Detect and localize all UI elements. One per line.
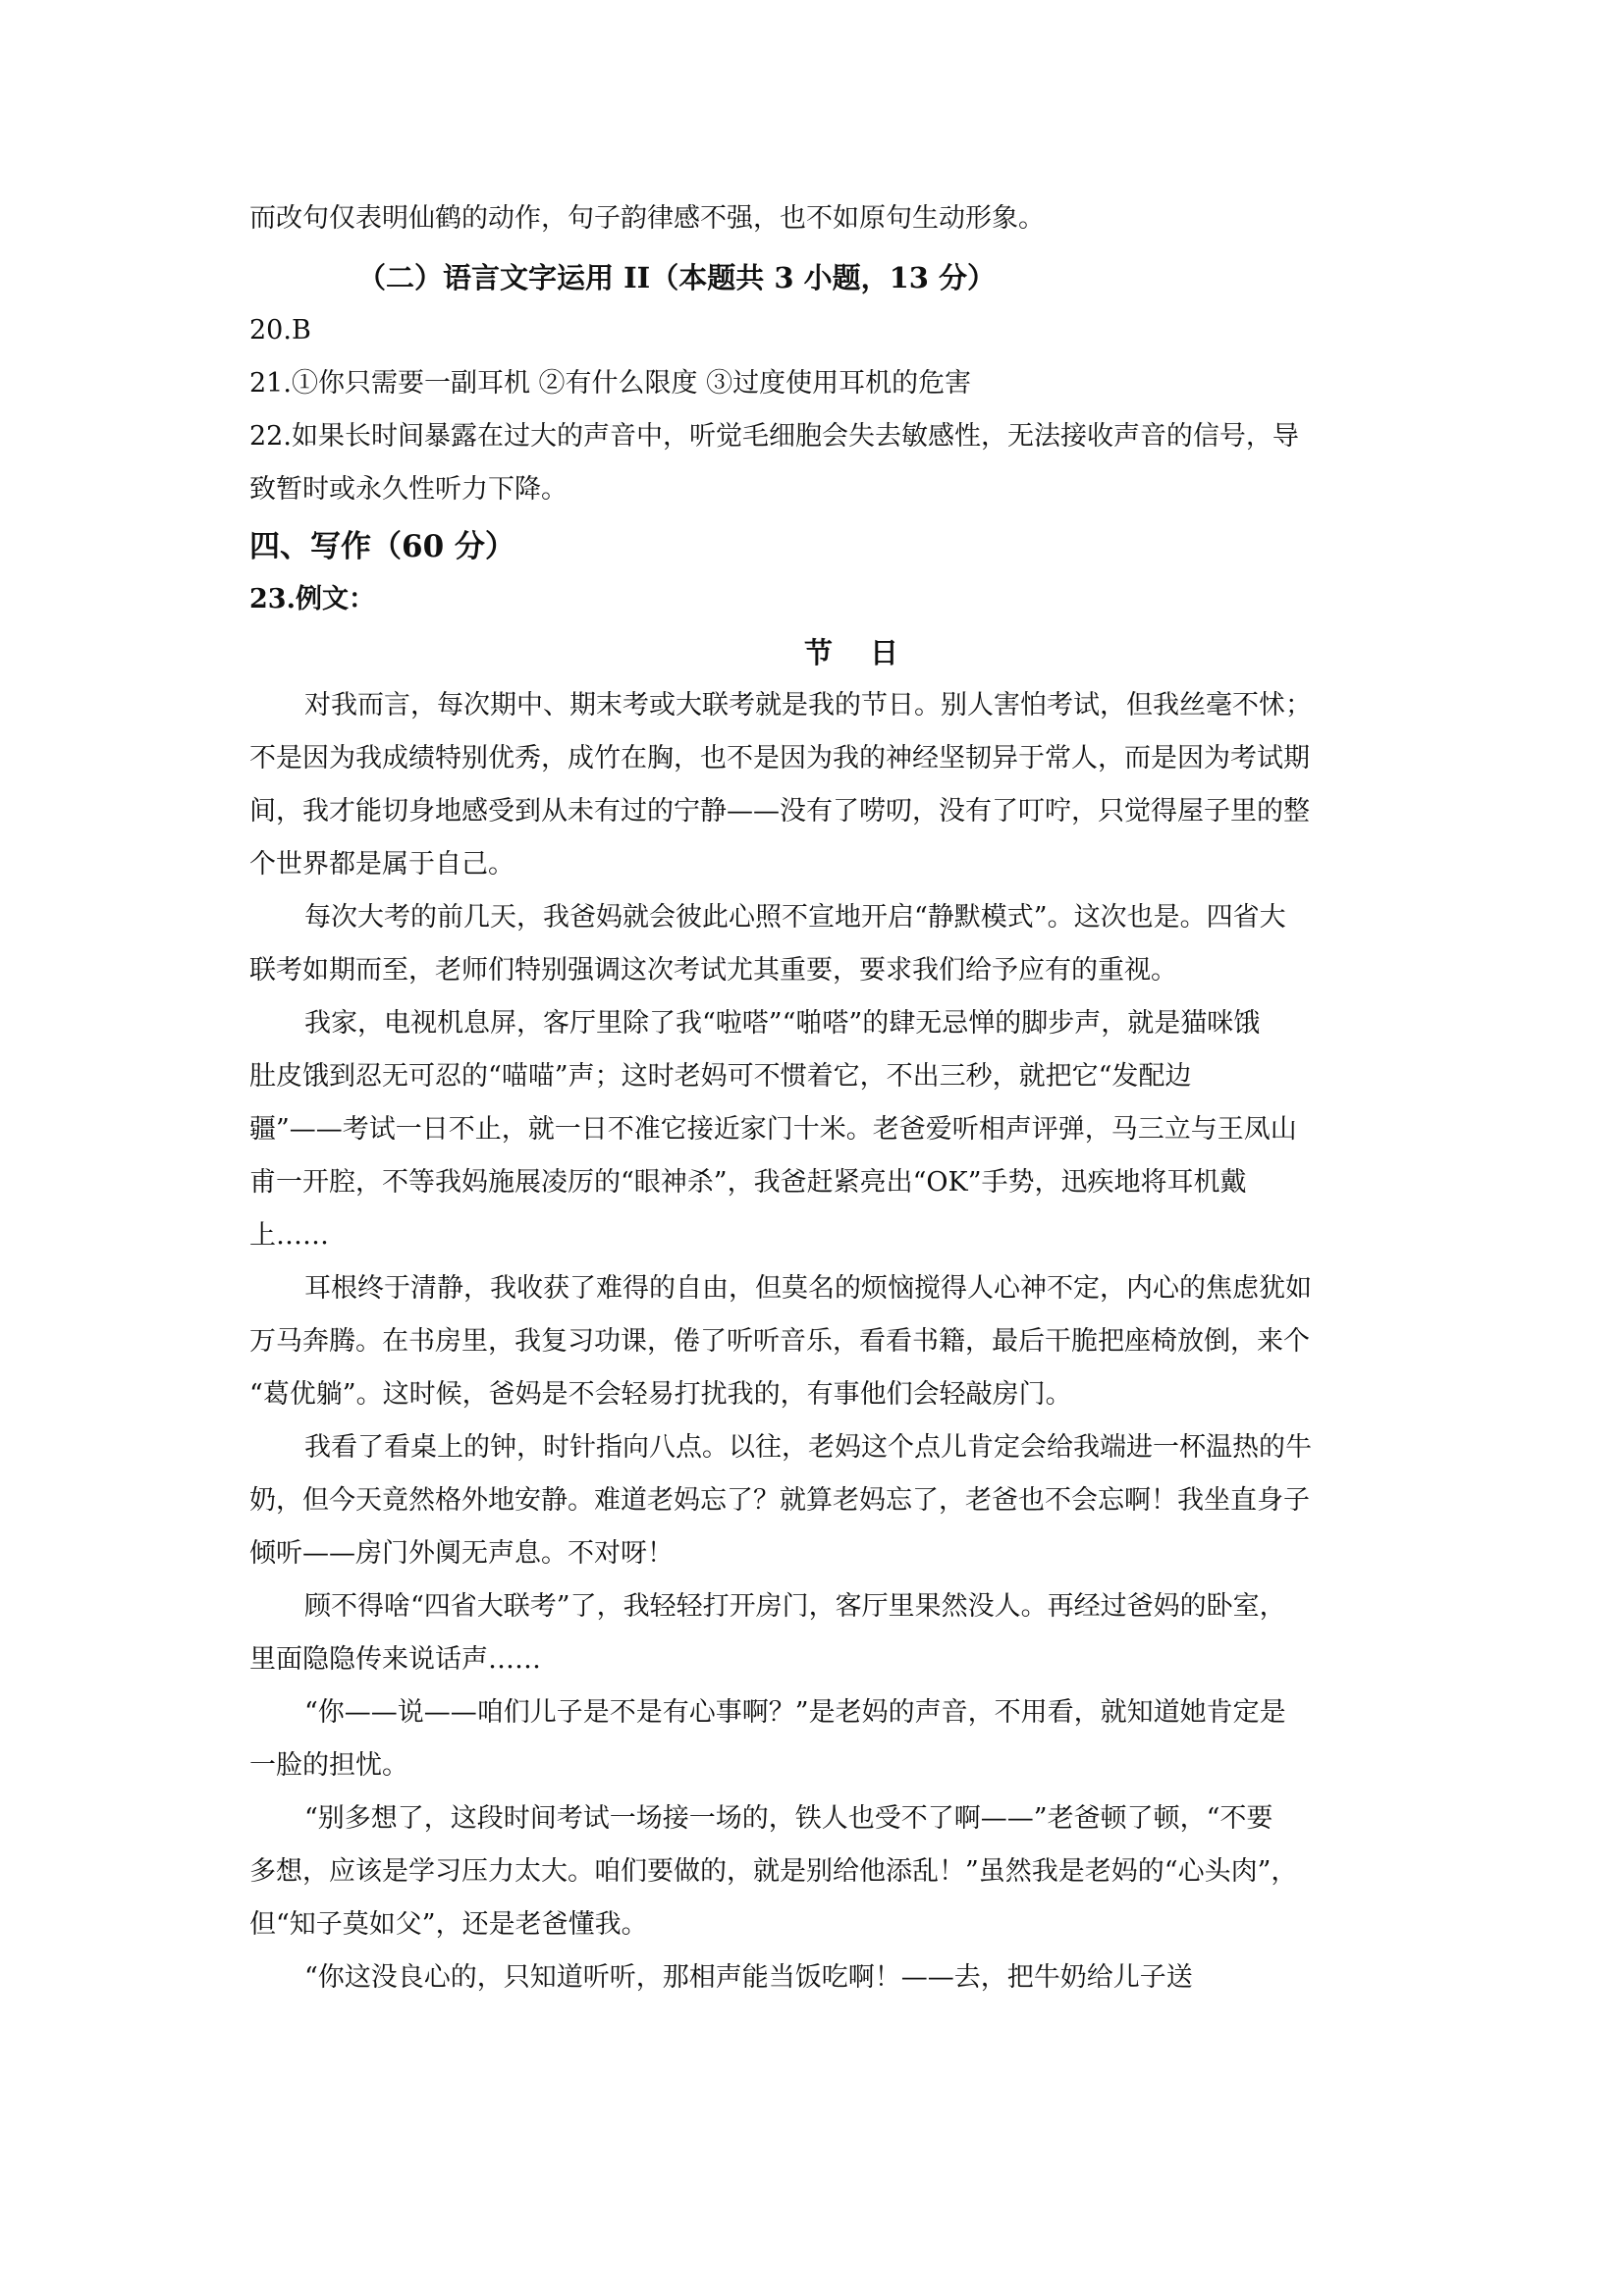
section2-heading: （二）语言文字运用 II（本题共 3 小题，13 分） [357,261,997,294]
essay-line: 对我而言，每次期中、期末考或大联考就是我的节日。别人害怕考试，但我丝毫不怵； [304,690,1312,721]
essay-paragraph-4 [249,1262,1388,1421]
essay-line: 联考如期而至，老师们特别强调这次考试尤其重要，要求我们给予应有的重视。 [249,955,1177,986]
writing-heading: 四、写作（60 分） [249,529,515,564]
essay-line: 个世界都是属于自己。 [249,849,514,880]
essay-line: “你这没良心的，只知道听听，那相声能当饭吃啊！——去，把牛奶给儿子送 [304,1962,1193,1993]
essay-line: 我家，电视机息屏，客厅里除了我“啦嗒”“啪嗒”的肆无忌惮的脚步声，就是猫咪饿 [304,1008,1261,1039]
essay-paragraph-7 [249,1686,1388,1792]
essay-line: 肚皮饿到忍无可忍的“喵喵”声；这时老妈可不惯着它，不出三秒，就把它“发配边 [249,1061,1192,1092]
answer-q22-line2: 致暂时或永久性听力下降。 [249,474,568,505]
essay-line: 疆”——考试一日不止，就一日不准它接近家门十米。老爸爱听相声评弹，马三立与王凤山 [249,1114,1297,1145]
essay-line: 倾听——房门外阒无声息。不对呀！ [249,1538,674,1569]
essay-line: 耳根终于清静，我收获了难得的自由，但莫名的烦恼搅得人心神不定，内心的焦虑犹如 [304,1273,1312,1304]
intro-line: 而改句仅表明仙鹤的动作，句子韵律感不强，也不如原句生动形象。 [249,203,1045,234]
answer-q21: 21.①你只需要一副耳机 ②有什么限度 ③过度使用耳机的危害 [249,368,972,399]
essay-line: 一脸的担忧。 [249,1750,408,1781]
essay-line: 奶，但今天竟然格外地安静。难道老妈忘了？就算老妈忘了，老爸也不会忘啊！我坐直身子 [249,1485,1310,1516]
essay-line: “葛优躺”。这时候，爸妈是不会轻易打扰我的，有事他们会轻敲房门。 [249,1379,1072,1410]
essay-paragraph-2 [249,891,1388,997]
essay-line: “别多想了，这段时间考试一场接一场的，铁人也受不了啊——”老爸顿了顿，“不要 [304,1803,1273,1834]
essay-paragraph-1 [249,679,1388,891]
essay-line: 我看了看桌上的钟，时针指向八点。以往，老妈这个点儿肯定会给我端进一杯温热的牛 [304,1432,1312,1463]
essay-line: 但“知子莫如父”，还是老爸懂我。 [249,1909,648,1940]
answer-q20: 20.B [249,315,311,346]
document-page [249,192,1388,2004]
essay-line: 间，我才能切身地感受到从未有过的宁静——没有了唠叨，没有了叮咛，只觉得屋子里的整 [249,796,1310,827]
example-label: 23.例文： [249,584,375,614]
essay-line: 顾不得啥“四省大联考”了，我轻轻打开房门，客厅里果然没人。再经过爸妈的卧室， [304,1591,1286,1622]
essay-paragraph-5 [249,1421,1388,1580]
essay-line: 里面隐隐传来说话声…… [249,1644,541,1675]
essay-paragraph-6 [249,1580,1388,1686]
essay-paragraph-3 [249,997,1388,1262]
essay-paragraph-9 [249,1951,1388,2004]
essay-line: 不是因为我成绩特别优秀，成竹在胸，也不是因为我的神经坚韧异于常人，而是因为考试期 [249,743,1310,774]
essay-line: 每次大考的前几天，我爸妈就会彼此心照不宣地开启“静默模式”。这次也是。四省大 [304,902,1286,933]
answer-q22-line1: 22.如果长时间暴露在过大的声音中，听觉毛细胞会失去敏感性，无法接收声音的信号，导 [249,421,1299,452]
essay-title: 节 日 [803,636,913,669]
essay-paragraph-8 [249,1792,1388,1951]
essay-line: “你——说——咱们儿子是不是有心事啊？”是老妈的声音，不用看，就知道她肯定是 [304,1697,1286,1728]
essay-line: 多想，应该是学习压力太大。咱们要做的，就是别给他添乱！”虽然我是老妈的“心头肉”， [249,1856,1298,1887]
essay-line: 甫一开腔，不等我妈施展凌厉的“眼神杀”，我爸赶紧亮出“OK”手势，迅疾地将耳机戴 [249,1167,1247,1198]
essay-line: 万马奔腾。在书房里，我复习功课，倦了听听音乐，看看书籍，最后干脆把座椅放倒，来个 [249,1326,1310,1357]
essay-line: 上…… [249,1220,329,1251]
